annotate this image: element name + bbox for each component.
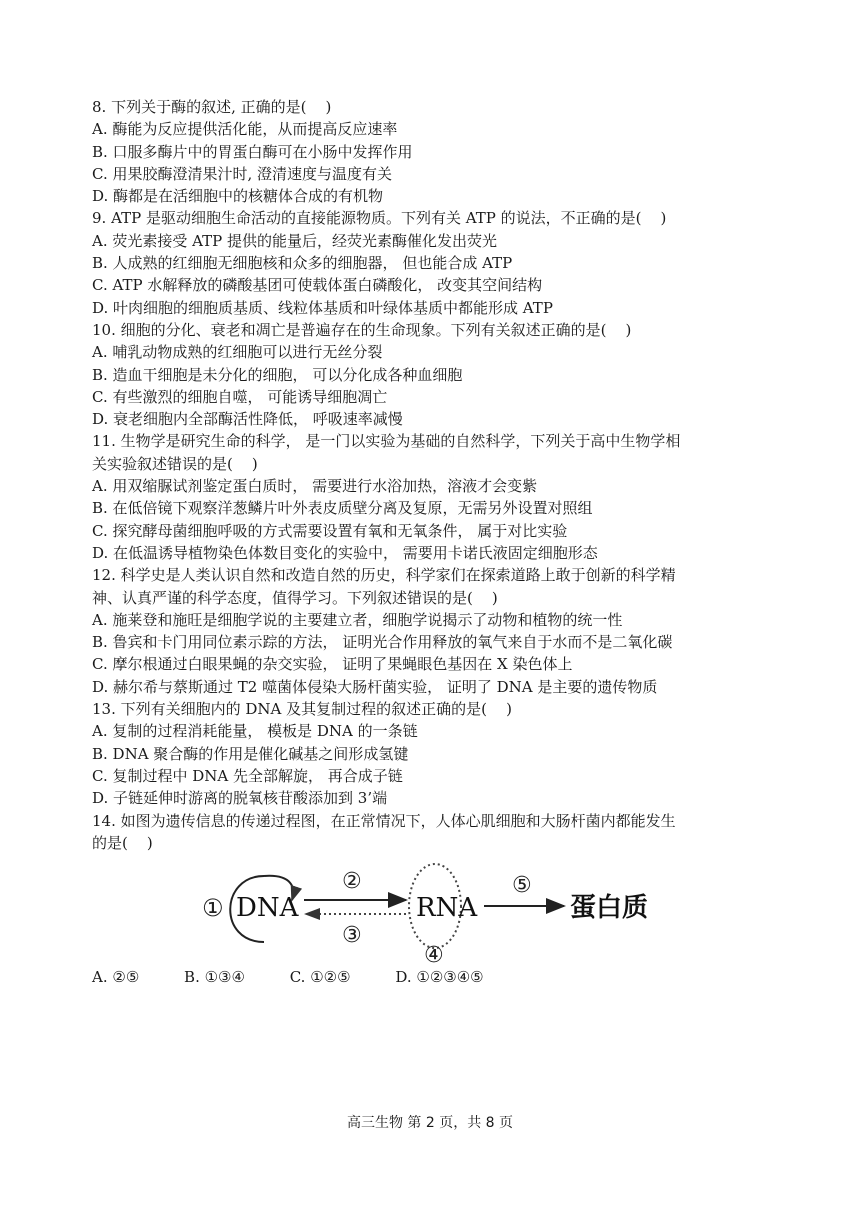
question-10-option-a: A. 哺乳动物成熟的红细胞可以进行无丝分裂: [92, 343, 383, 362]
question-11-stem-line-2: 关实验叙述错误的是( ): [92, 454, 258, 473]
question-12-option-d: D. 赫尔希与蔡斯通过 T2 噬菌体侵染大肠杆菌实验， 证明了 DNA 是主要的遗传物质: [92, 677, 658, 696]
question-10-stem: 10. 细胞的分化、衰老和凋亡是普遍存在的生命现象。下列有关叙述正确的是( ): [92, 320, 632, 339]
question-11-option-c: C. 探究酵母菌细胞呼吸的方式需要设置有氧和无氧条件， 属于对比实验: [92, 521, 568, 540]
question-9-stem: 9. ATP 是驱动细胞生命活动的直接能源物质。下列有关 ATP 的说法，不正确的是( ): [92, 209, 667, 228]
question-13-option-d: D. 子链延伸时游离的脱氧核苷酸添加到 3’端: [92, 789, 388, 808]
question-8: [92, 96, 782, 207]
question-12-option-c: C. 摩尔根通过白眼果蝇的杂交实验， 证明了果蝇眼色基因在 X 染色体上: [92, 655, 573, 674]
process-number-1: ①: [202, 894, 224, 923]
question-11-option-b: B. 在低倍镜下观察洋葱鳞片叶外表皮质壁分离及复原，无需另外设置对照组: [92, 499, 593, 518]
question-10-option-c: C. 有些激烈的细胞自噬， 可能诱导细胞凋亡: [92, 387, 388, 406]
question-14-stem-line-2: 的是( ): [92, 833, 153, 852]
question-10: [92, 319, 782, 430]
question-14-option-d: D. ①②③④⑤: [395, 968, 484, 987]
question-12-stem-line-2: 神、认真严谨的科学态度，值得学习。下列叙述错误的是( ): [92, 588, 498, 607]
question-9-option-d: D. 叶肉细胞的细胞质基质、线粒体基质和叶绿体基质中都能形成 ATP: [92, 298, 553, 317]
question-12-stem-line-1: 12. 科学史是人类认识自然和改造自然的历史，科学家们在探索道路上敢于创新的科学精: [92, 566, 676, 585]
question-9-option-c: C. ATP 水解释放的磷酸基团可使载体蛋白磷酸化， 改变其空间结构: [92, 276, 543, 295]
process-number-3: ③: [342, 923, 362, 949]
question-14-option-c: C. ①②⑤: [289, 968, 351, 987]
question-8-stem: 8. 下列关于酶的叙述, 正确的是( ): [92, 98, 332, 116]
question-8-option-c: C. 用果胶酶澄清果汁时, 澄清速度与温度有关: [92, 164, 393, 183]
question-14: [92, 810, 782, 989]
question-14-stem-line-1: 14. 如图为遗传信息的传递过程图，在正常情况下，人体心肌细胞和大肠杆菌内都能发生: [92, 811, 676, 830]
question-12: [92, 564, 782, 698]
rna-label: RNA: [416, 893, 478, 924]
question-14-options: [92, 966, 782, 988]
genetic-information-flow-diagram: [92, 854, 782, 964]
question-12-option-a: A. 施莱登和施旺是细胞学说的主要建立者，细胞学说揭示了动物和植物的统一性: [92, 610, 623, 629]
question-9: [92, 207, 782, 318]
central-dogma-figure: [192, 854, 652, 964]
question-14-option-a: A. ②⑤: [92, 968, 140, 987]
question-10-option-b: B. 造血干细胞是未分化的细胞， 可以分化成各种血细胞: [92, 365, 463, 384]
question-13-option-a: A. 复制的过程消耗能量， 模板是 DNA 的一条链: [92, 722, 418, 741]
question-11: [92, 430, 782, 564]
question-11-stem-line-1: 11. 生物学是研究生命的科学， 是一门以实验为基础的自然科学，下列关于高中生物学相: [92, 432, 681, 451]
question-13-stem: 13. 下列有关细胞内的 DNA 及其复制过程的叙述正确的是( ): [92, 700, 512, 719]
question-13-option-c: C. 复制过程中 DNA 先全部解旋， 再合成子链: [92, 766, 403, 785]
question-13: [92, 698, 782, 809]
question-8-option-d: D. 酶都是在活细胞中的核糖体合成的有机物: [92, 187, 384, 206]
dna-label: DNA: [236, 893, 299, 924]
process-number-5: ⑤: [512, 873, 532, 899]
question-14-option-b: B. ①③④: [184, 968, 245, 987]
question-13-option-b: B. DNA 聚合酶的作用是催化碱基之间形成氢键: [92, 744, 409, 763]
question-11-option-a: A. 用双缩脲试剂鉴定蛋白质时， 需要进行水浴加热，溶液才会变紫: [92, 477, 538, 496]
question-9-option-b: B. 人成熟的红细胞无细胞核和众多的细胞器， 但也能合成 ATP: [92, 254, 513, 273]
question-9-option-a: A. 荧光素接受 ATP 提供的能量后，经荧光素酶催化发出荧光: [92, 231, 498, 250]
page-footer: 高三生物 第 2 页，共 8 页: [346, 1115, 514, 1131]
question-8-option-b: B. 口服多酶片中的胃蛋白酶可在小肠中发挥作用: [92, 142, 413, 161]
process-number-2: ②: [342, 869, 362, 895]
protein-label: 蛋白质: [570, 893, 649, 924]
questions-column: [92, 96, 782, 988]
question-12-option-b: B. 鲁宾和卡门用同位素示踪的方法， 证明光合作用释放的氧气来自于水而不是二氧化碳: [92, 633, 673, 652]
question-8-option-a: A. 酶能为反应提供活化能，从而提高反应速率: [92, 120, 398, 139]
process-number-4: ④: [424, 943, 444, 965]
question-11-option-d: D. 在低温诱导植物染色体数目变化的实验中， 需要用卡诺氏液固定细胞形态: [92, 543, 598, 562]
question-10-option-d: D. 衰老细胞内全部酶活性降低， 呼吸速率减慢: [92, 410, 403, 429]
